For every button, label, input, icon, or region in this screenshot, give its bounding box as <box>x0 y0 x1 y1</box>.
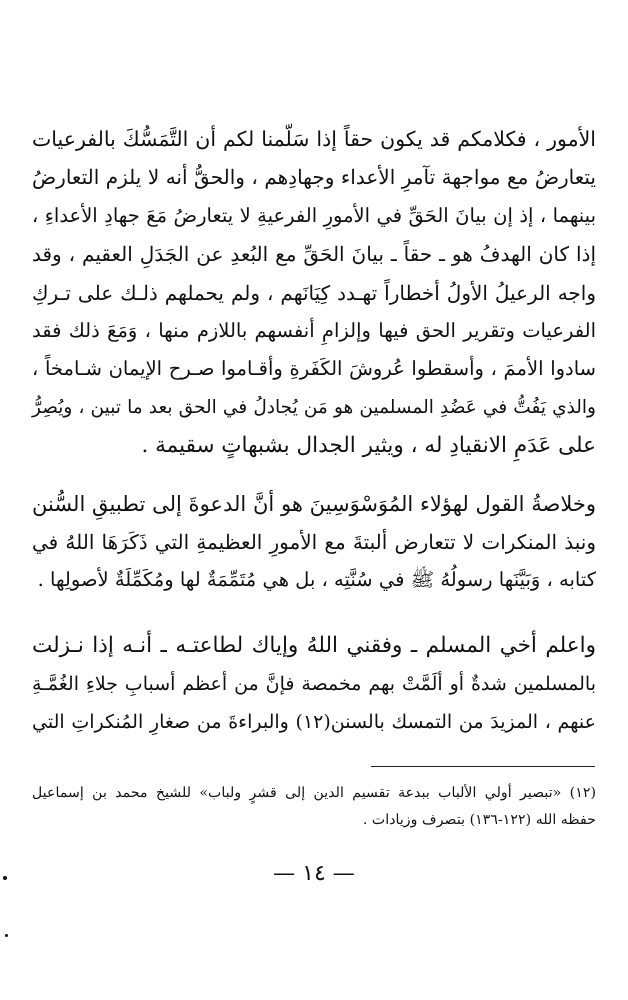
footnote-line: (١٢) «تبصير أولي الألباب ببدعة تقسيم الدين إلى قشرٍ ولباب» للشيخ محمد بن إسماعيل <box>32 785 596 801</box>
text-line: عنهم ، المزيدَ من التمسك بالسنن(١٢) والبراءةَ من صغارِ المُنكراتِ التي <box>32 711 596 734</box>
text-line: على عَدَمِ الانقيادِ له ، ويثير الجدال بشبهاتٍ سقيمة . <box>141 433 596 459</box>
text-line: واعلم أخي المسلم ـ وفقني اللهُ وإياك لطاعتـه ـ أنـه إذا نـزلت <box>32 632 596 658</box>
text-line: بالمسلمين شدةٌ أو ألَمَّتْ بهم مخمصة فإنَّ من أعظم أسبابِ جلاءِ الغُمَّـةِ <box>32 673 596 696</box>
paragraph-2 <box>32 485 596 600</box>
text-line: الأمور ، فكلامكم قد يكون حقاً إذا سَلّمنا لكم أن التَّمَسُّكَ بالفرعيات <box>32 127 596 151</box>
text-line: سادوا الأممَ ، وأسقطوا عُروشَ الكَفَرةِ وأقـاموا صـرح الإيمان شـامخاً ، <box>32 357 596 381</box>
text-line: والذي يَفُتُّ في عَضُدِ المسلمين هو مَن يُجادلُ في الحق بعد ما تبين ، ويُصِرُّ <box>32 396 596 418</box>
paragraph-spacer <box>32 466 596 485</box>
paragraph-3 <box>32 627 596 742</box>
text-line: بينهما ، إذ إن بيانَ الحَقِّ في الأمورِ الفرعيةِ لا يتعارضُ مَعَ جهادِ الأعداءِ ، <box>32 203 596 227</box>
text-line: وخلاصةُ القول لهؤلاء المُوَسْوَسِينَ هو أنَّ الدعوةَ إلى تطبيقِ السُّنن <box>32 491 596 516</box>
footnote-line: حفظه الله (١٢٢-١٣٦) بتصرف وزيادات . <box>362 812 596 828</box>
text-line: إذا كان الهدفُ هو ـ حقاً ـ بيانَ الحَقِّ مع البُعدِ عن الجَدَلِ العقيم ، وقد <box>32 242 596 267</box>
footnote-divider <box>371 766 595 767</box>
main-text <box>32 120 596 742</box>
text-line: ونبذ المنكرات لا تتعارض ألبتةَ مع الأمورِ العظيمةِ التي ذَكَرَهَا اللهُ في <box>32 529 596 554</box>
scan-speck <box>5 934 8 937</box>
page-number: — ١٤ — <box>273 861 355 886</box>
text-line: يتعارضُ مع مواجهة تآمرِ الأعداء وجهادِهم ، والحقُّ أنه لا يلزم التعارضُ <box>32 165 596 190</box>
paragraph-spacer <box>32 600 596 627</box>
footnote <box>32 780 596 834</box>
paragraph-1 <box>32 120 596 466</box>
text-line: واجه الرعيلُ الأولُ أخطاراً تهـدد كِيَانَهم ، ولم يحملهم ذلـك على تـركِ <box>32 280 596 305</box>
text-line: الفرعيات وتقرير الحق فيها وإلزامِ أنفسهم باللازم منها ، وَمَعَ ذلك فقد <box>32 318 596 342</box>
text-line: كتابه ، وَبَيَّنَها رسولُهُ ﷺ في سُنَّتِه ، بل هي مُتَمِّمَةٌ لها ومُكَمِّلَةٌ لأصولِها . <box>37 568 596 592</box>
scan-speck <box>3 876 7 880</box>
